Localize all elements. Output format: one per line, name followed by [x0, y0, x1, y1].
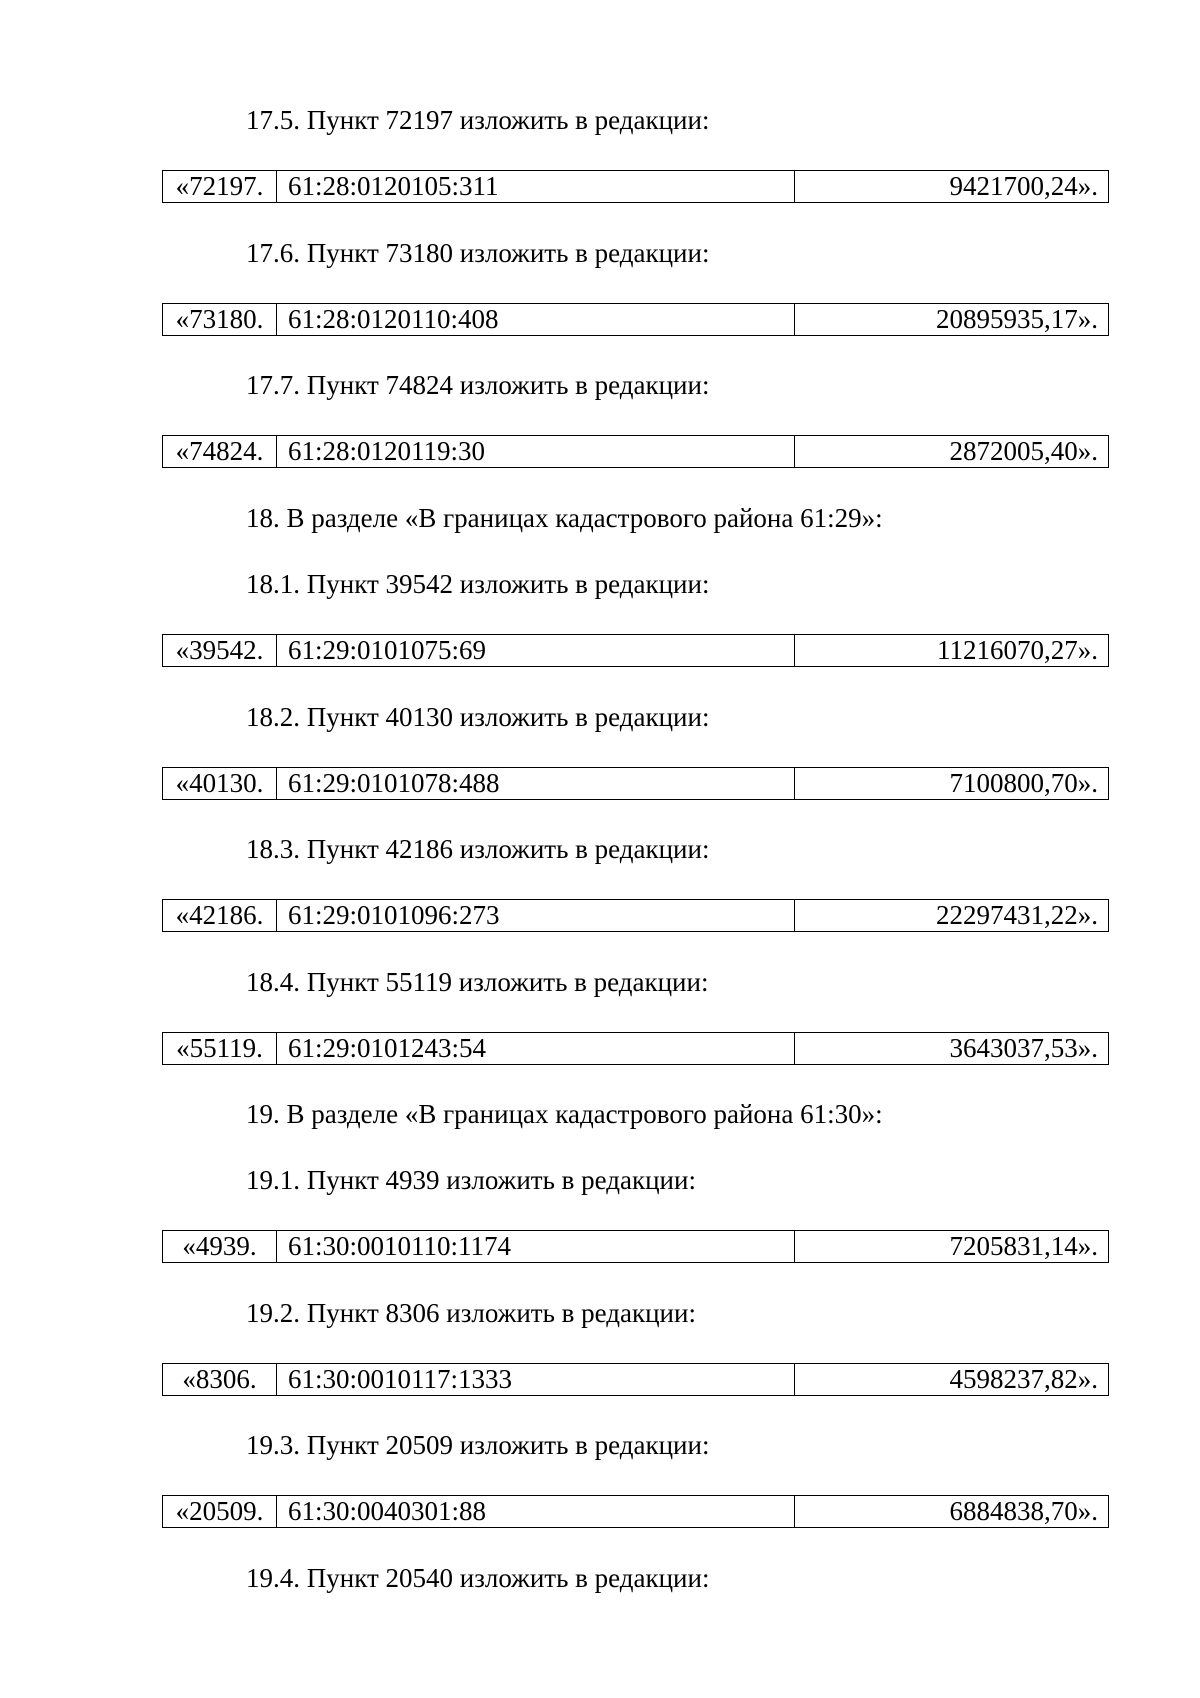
- item-number-cell: «40130.: [163, 768, 277, 799]
- cadastral-number-cell: 61:28:0120110:408: [277, 304, 795, 335]
- item-number-cell: «4939.: [163, 1231, 277, 1262]
- paragraph: 19.3. Пункт 20509 изложить в редакции:: [246, 1430, 710, 1460]
- table-row: [162, 1032, 1109, 1065]
- table-row: [162, 170, 1109, 203]
- paragraph: 17.7. Пункт 74824 изложить в редакции:: [246, 370, 710, 400]
- value-cell: 2872005,40».: [949, 436, 1098, 466]
- cadastral-number-cell: 61:29:0101243:54: [277, 1033, 795, 1064]
- section-heading: 19. В разделе «В границах кадастрового района 61:30»:: [246, 1099, 883, 1129]
- paragraph: 18.4. Пункт 55119 изложить в редакции:: [246, 967, 709, 997]
- paragraph: 19.4. Пункт 20540 изложить в редакции:: [246, 1563, 710, 1593]
- cadastral-number-cell: 61:29:0101096:273: [277, 900, 795, 931]
- item-number-cell: «74824.: [163, 436, 277, 467]
- table-row: [162, 634, 1109, 667]
- value-cell: 11216070,27».: [937, 635, 1098, 665]
- value-cell: 9421700,24».: [949, 171, 1098, 201]
- paragraph: 19.2. Пункт 8306 изложить в редакции:: [246, 1298, 696, 1328]
- paragraph: 19.1. Пункт 4939 изложить в редакции:: [246, 1165, 696, 1195]
- item-number-cell: «55119.: [163, 1033, 277, 1064]
- paragraph: 18.2. Пункт 40130 изложить в редакции:: [246, 702, 710, 732]
- cadastral-number-cell: 61:29:0101075:69: [277, 635, 795, 666]
- paragraph: 17.5. Пункт 72197 изложить в редакции:: [246, 105, 710, 135]
- cadastral-number-cell: 61:29:0101078:488: [277, 768, 795, 799]
- value-cell: 3643037,53».: [949, 1033, 1098, 1063]
- cadastral-number-cell: 61:30:0010110:1174: [277, 1231, 795, 1262]
- table-row: [162, 767, 1109, 800]
- value-cell: 6884838,70».: [949, 1496, 1098, 1526]
- paragraph: 18.1. Пункт 39542 изложить в редакции:: [246, 569, 710, 599]
- value-cell: 7205831,14».: [949, 1231, 1098, 1261]
- value-cell: 7100800,70».: [949, 768, 1098, 798]
- value-cell: 20895935,17».: [936, 304, 1098, 334]
- table-row: [162, 435, 1109, 468]
- section-heading: 18. В разделе «В границах кадастрового района 61:29»:: [246, 503, 883, 533]
- item-number-cell: «42186.: [163, 900, 277, 931]
- paragraph: 18.3. Пункт 42186 изложить в редакции:: [246, 834, 710, 864]
- table-row: [162, 303, 1109, 336]
- table-row: [162, 1363, 1109, 1396]
- cadastral-number-cell: 61:30:0010117:1333: [277, 1364, 795, 1395]
- cadastral-number-cell: 61:28:0120119:30: [277, 436, 795, 467]
- table-row: [162, 1230, 1109, 1263]
- item-number-cell: «39542.: [163, 635, 277, 666]
- cadastral-number-cell: 61:28:0120105:311: [277, 171, 795, 202]
- table-row: [162, 1495, 1109, 1528]
- item-number-cell: «72197.: [163, 171, 277, 202]
- item-number-cell: «73180.: [163, 304, 277, 335]
- item-number-cell: «20509.: [163, 1496, 277, 1527]
- cadastral-number-cell: 61:30:0040301:88: [277, 1496, 795, 1527]
- item-number-cell: «8306.: [163, 1364, 277, 1395]
- value-cell: 22297431,22».: [936, 900, 1098, 930]
- value-cell: 4598237,82».: [949, 1364, 1098, 1394]
- table-row: [162, 899, 1109, 932]
- paragraph: 17.6. Пункт 73180 изложить в редакции:: [246, 238, 710, 268]
